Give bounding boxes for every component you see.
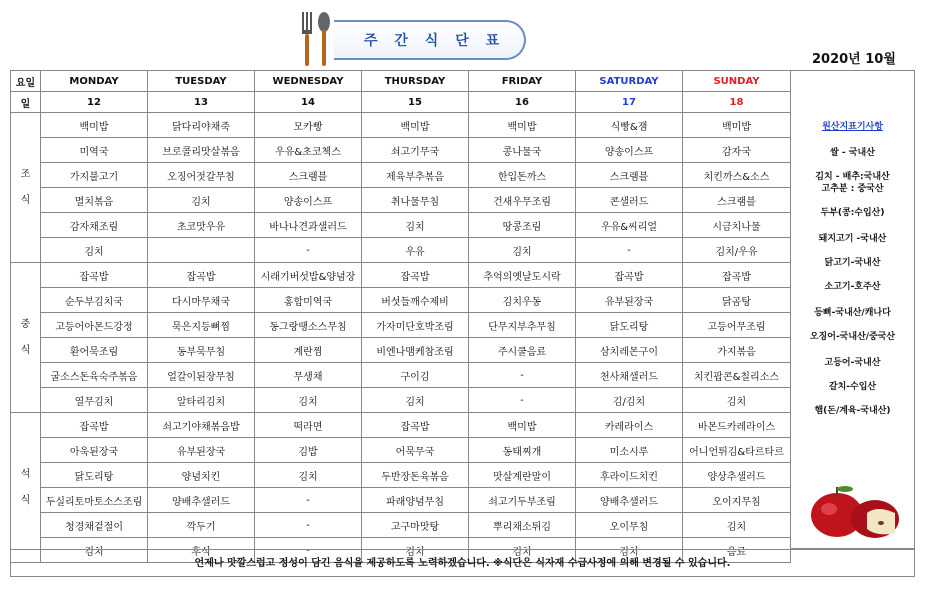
date-friday: 16 xyxy=(469,92,576,113)
menu-row xyxy=(11,438,791,463)
menu-cell: 열무김치 xyxy=(41,388,148,413)
origin-item: 갈치-수입산 xyxy=(828,382,877,392)
menu-cell: 추억의옛날도시락 xyxy=(469,263,576,288)
menu-cell: 브로콜리맛살볶음 xyxy=(148,138,255,163)
menu-cell: 김밥 xyxy=(255,438,362,463)
menu-cell: 묵은지등뼈찜 xyxy=(148,313,255,338)
menu-cell: 비엔나맴케참조림 xyxy=(362,338,469,363)
day-name-tuesday: TUESDAY xyxy=(148,71,255,92)
menu-cell: 굴소스돈육숙주볶음 xyxy=(41,363,148,388)
weekly-menu-table xyxy=(10,70,791,563)
menu-cell: 김치 xyxy=(148,188,255,213)
menu-row xyxy=(11,213,791,238)
menu-row xyxy=(11,363,791,388)
menu-cell: 치킨팝콘&칠리소스 xyxy=(683,363,791,388)
meal-label-bottom: 식 xyxy=(20,494,31,506)
menu-cell: 취나물무침 xyxy=(362,188,469,213)
origin-item: 닭고기-국내산 xyxy=(824,258,881,268)
menu-cell: 우유&초코첵스 xyxy=(255,138,362,163)
month-label: 2020년 10월 xyxy=(812,52,896,67)
menu-cell: 고등어아몬드강정 xyxy=(41,313,148,338)
date-monday: 12 xyxy=(41,92,148,113)
meal-label-top: 조 xyxy=(20,168,31,180)
menu-row xyxy=(11,238,791,263)
menu-cell: 다시마무채국 xyxy=(148,288,255,313)
menu-row xyxy=(11,113,791,138)
meal-label-top: 중 xyxy=(20,318,31,330)
menu-row xyxy=(11,463,791,488)
menu-cell: 김치 xyxy=(362,213,469,238)
menu-cell: 카레라이스 xyxy=(576,413,683,438)
origin-item: 쌀 - 국내산 xyxy=(830,148,875,158)
menu-cell: 우유&씨리얼 xyxy=(576,213,683,238)
fork-knife-icon xyxy=(296,10,336,68)
menu-cell: 김치 xyxy=(683,513,791,538)
menu-cell: 오이지무침 xyxy=(683,488,791,513)
menu-row xyxy=(11,163,791,188)
date-row xyxy=(11,92,791,113)
menu-cell: 닭다리야채죽 xyxy=(148,113,255,138)
menu-cell: 백미밥 xyxy=(469,413,576,438)
menu-cell: 잡곡밥 xyxy=(362,263,469,288)
origin-item: 소고기-호주산 xyxy=(824,282,881,292)
menu-cell: 김치 xyxy=(255,463,362,488)
menu-cell: 제육부추볶음 xyxy=(362,163,469,188)
meal-label-top: 석 xyxy=(20,468,31,480)
origin-title[interactable]: 원산지표기사항 xyxy=(822,122,883,132)
menu-row xyxy=(11,388,791,413)
day-corner-label: 요일 xyxy=(11,71,41,92)
menu-cell: 음료 xyxy=(683,538,791,563)
menu-cell: 김치 xyxy=(469,238,576,263)
menu-cell: - xyxy=(469,388,576,413)
day-name-sunday: SUNDAY xyxy=(683,71,791,92)
menu-cell: 잡곡밥 xyxy=(148,263,255,288)
origin-item: 등뼈-국내산/캐나다 xyxy=(814,308,891,318)
menu-cell: 유부된장국 xyxy=(148,438,255,463)
menu-cell: 순두부김치국 xyxy=(41,288,148,313)
menu-cell: 미역국 xyxy=(41,138,148,163)
menu-cell: 쇠고기무국 xyxy=(362,138,469,163)
menu-cell: 백미밥 xyxy=(683,113,791,138)
menu-cell: 어니언튀김&타르타르 xyxy=(683,438,791,463)
menu-cell: 맛살계란말이 xyxy=(469,463,576,488)
menu-cell: 후라이드치킨 xyxy=(576,463,683,488)
menu-cell: 무생채 xyxy=(255,363,362,388)
menu-cell: 고구마맛탕 xyxy=(362,513,469,538)
menu-cell: 주시쿨음료 xyxy=(469,338,576,363)
menu-cell: 양배추샐러드 xyxy=(576,488,683,513)
meal-label-bottom: 식 xyxy=(20,194,31,206)
menu-cell: 삼치레몬구이 xyxy=(576,338,683,363)
menu-cell: 김치 xyxy=(362,538,469,563)
menu-cell: 김치 xyxy=(469,538,576,563)
menu-cell: 청경채겉절이 xyxy=(41,513,148,538)
menu-cell: 천사채샐러드 xyxy=(576,363,683,388)
day-name-saturday: SATURDAY xyxy=(576,71,683,92)
menu-cell: 가자미단호박조림 xyxy=(362,313,469,338)
menu-cell: 콘샐러드 xyxy=(576,188,683,213)
menu-cell: 잡곡밥 xyxy=(41,263,148,288)
menu-cell: 오징어젓갈무침 xyxy=(148,163,255,188)
origin-item: 김치 - 배추:국내산 xyxy=(815,172,890,182)
menu-cell: 잡곡밥 xyxy=(362,413,469,438)
menu-cell: 땅콩조림 xyxy=(469,213,576,238)
menu-cell: 동태찌개 xyxy=(469,438,576,463)
menu-cell: - xyxy=(255,488,362,513)
menu-cell: 오이무침 xyxy=(576,513,683,538)
menu-row xyxy=(11,413,791,438)
menu-cell: 잡곡밥 xyxy=(41,413,148,438)
menu-cell: 가지불고기 xyxy=(41,163,148,188)
menu-row xyxy=(11,488,791,513)
menu-cell: 우유 xyxy=(362,238,469,263)
page-title: 주 간 식 단 표 xyxy=(364,33,506,49)
menu-cell: 구이김 xyxy=(362,363,469,388)
menu-cell: 후식 xyxy=(148,538,255,563)
menu-cell: 단무지부추무침 xyxy=(469,313,576,338)
menu-cell: 한입돈까스 xyxy=(469,163,576,188)
meal-label xyxy=(11,263,41,413)
menu-cell: 초코맛우유 xyxy=(148,213,255,238)
menu-cell: 뿌리채소튀김 xyxy=(469,513,576,538)
menu-cell: 양념치킨 xyxy=(148,463,255,488)
menu-cell: 백미밥 xyxy=(469,113,576,138)
menu-cell: 홍합미역국 xyxy=(255,288,362,313)
menu-cell: 깍두기 xyxy=(148,513,255,538)
menu-cell: 잡곡밥 xyxy=(576,263,683,288)
day-name-friday: FRIDAY xyxy=(469,71,576,92)
menu-cell: 식빵&잼 xyxy=(576,113,683,138)
menu-cell: 닭도리탕 xyxy=(576,313,683,338)
date-sunday: 18 xyxy=(683,92,791,113)
menu-cell: 닭곰탕 xyxy=(683,288,791,313)
menu-cell: 계란찜 xyxy=(255,338,362,363)
menu-cell: 동부묵무침 xyxy=(148,338,255,363)
menu-cell: 얼갈이된장무침 xyxy=(148,363,255,388)
menu-cell: 닭도리탕 xyxy=(41,463,148,488)
menu-cell: 양송이스프 xyxy=(576,138,683,163)
menu-cell: 아욱된장국 xyxy=(41,438,148,463)
menu-cell: 고등어무조림 xyxy=(683,313,791,338)
menu-cell: 감자채조림 xyxy=(41,213,148,238)
menu-cell: 미소시루 xyxy=(576,438,683,463)
menu-row xyxy=(11,338,791,363)
menu-cell: 건새우무조림 xyxy=(469,188,576,213)
menu-cell: 동그랑땡소스무침 xyxy=(255,313,362,338)
menu-cell: 바나나견과샐러드 xyxy=(255,213,362,238)
menu-cell: 가지볶음 xyxy=(683,338,791,363)
date-wednesday: 14 xyxy=(255,92,362,113)
meal-label-bottom: 식 xyxy=(20,344,31,356)
menu-cell: - xyxy=(255,538,362,563)
date-corner-label: 일 xyxy=(11,92,41,113)
menu-cell: 두실리토마토소스조림 xyxy=(41,488,148,513)
origin-item: 돼지고기 -국내산 xyxy=(818,234,887,244)
menu-cell: 김치 xyxy=(362,388,469,413)
menu-cell: 유부된장국 xyxy=(576,288,683,313)
menu-cell: 파래양념무침 xyxy=(362,488,469,513)
menu-cell: - xyxy=(255,513,362,538)
menu-row xyxy=(11,263,791,288)
menu-cell: 쇠고기두부조림 xyxy=(469,488,576,513)
date-thursday: 15 xyxy=(362,92,469,113)
origin-item: 두부(콩:수입산) xyxy=(820,208,885,218)
menu-cell: 어묵무국 xyxy=(362,438,469,463)
menu-cell: 양배추샐러드 xyxy=(148,488,255,513)
menu-cell: 잡곡밥 xyxy=(683,263,791,288)
menu-cell: 감자국 xyxy=(683,138,791,163)
menu-cell: 김치 xyxy=(41,238,148,263)
origin-item: 고등어-국내산 xyxy=(824,358,881,368)
menu-row xyxy=(11,138,791,163)
date-tuesday: 13 xyxy=(148,92,255,113)
origin-panel xyxy=(790,70,915,549)
menu-cell: 시래기버섯밥&양념장 xyxy=(255,263,362,288)
menu-cell: 알타리김치 xyxy=(148,388,255,413)
menu-cell xyxy=(148,238,255,263)
meal-label xyxy=(11,113,41,263)
day-header-row xyxy=(11,71,791,92)
menu-cell: 김치/우유 xyxy=(683,238,791,263)
footer-notice: 언제나 맛깔스럽고 정성이 담긴 음식을 제공하도록 노력하겠습니다. ※식단은 식자재 수급사정에 의해 변경될 수 있습니다. xyxy=(10,549,915,577)
menu-cell: - xyxy=(469,363,576,388)
apple-image xyxy=(805,479,905,539)
menu-cell: 김치 xyxy=(683,388,791,413)
menu-cell: 김/김치 xyxy=(576,388,683,413)
menu-row xyxy=(11,513,791,538)
day-name-monday: MONDAY xyxy=(41,71,148,92)
origin-item: 햄(돈/계육-국내산) xyxy=(814,406,891,416)
menu-cell: 김치우동 xyxy=(469,288,576,313)
menu-cell: 양송이스프 xyxy=(255,188,362,213)
meal-label xyxy=(11,413,41,563)
day-name-thursday: THURSDAY xyxy=(362,71,469,92)
origin-item: 오징어-국내산/중국산 xyxy=(809,332,896,342)
menu-cell: 환어묵조림 xyxy=(41,338,148,363)
menu-cell: 치킨까스&소스 xyxy=(683,163,791,188)
menu-cell: 멸치볶음 xyxy=(41,188,148,213)
menu-cell: 바몬드카레라이스 xyxy=(683,413,791,438)
menu-cell: 버섯들깨수제비 xyxy=(362,288,469,313)
menu-cell: 스크램블 xyxy=(683,188,791,213)
menu-cell: 스크램블 xyxy=(255,163,362,188)
menu-cell: 모카빵 xyxy=(255,113,362,138)
menu-row xyxy=(11,288,791,313)
menu-cell: 김치 xyxy=(576,538,683,563)
menu-cell: 시금치나물 xyxy=(683,213,791,238)
menu-cell: 콩나물국 xyxy=(469,138,576,163)
menu-cell: 백미밥 xyxy=(362,113,469,138)
date-saturday: 17 xyxy=(576,92,683,113)
menu-row xyxy=(11,313,791,338)
menu-cell: 백미밥 xyxy=(41,113,148,138)
day-name-wednesday: WEDNESDAY xyxy=(255,71,362,92)
menu-cell: - xyxy=(576,238,683,263)
menu-cell: 두반장돈육볶음 xyxy=(362,463,469,488)
menu-cell: 김치 xyxy=(255,388,362,413)
menu-row xyxy=(11,188,791,213)
menu-cell: 김치 xyxy=(41,538,148,563)
menu-cell: 쇠고기야채볶음밥 xyxy=(148,413,255,438)
origin-item: 고추분 : 중국산 xyxy=(821,184,884,194)
menu-cell: 양상추샐러드 xyxy=(683,463,791,488)
menu-cell: 떡라면 xyxy=(255,413,362,438)
menu-cell: - xyxy=(255,238,362,263)
menu-cell: 스크램블 xyxy=(576,163,683,188)
